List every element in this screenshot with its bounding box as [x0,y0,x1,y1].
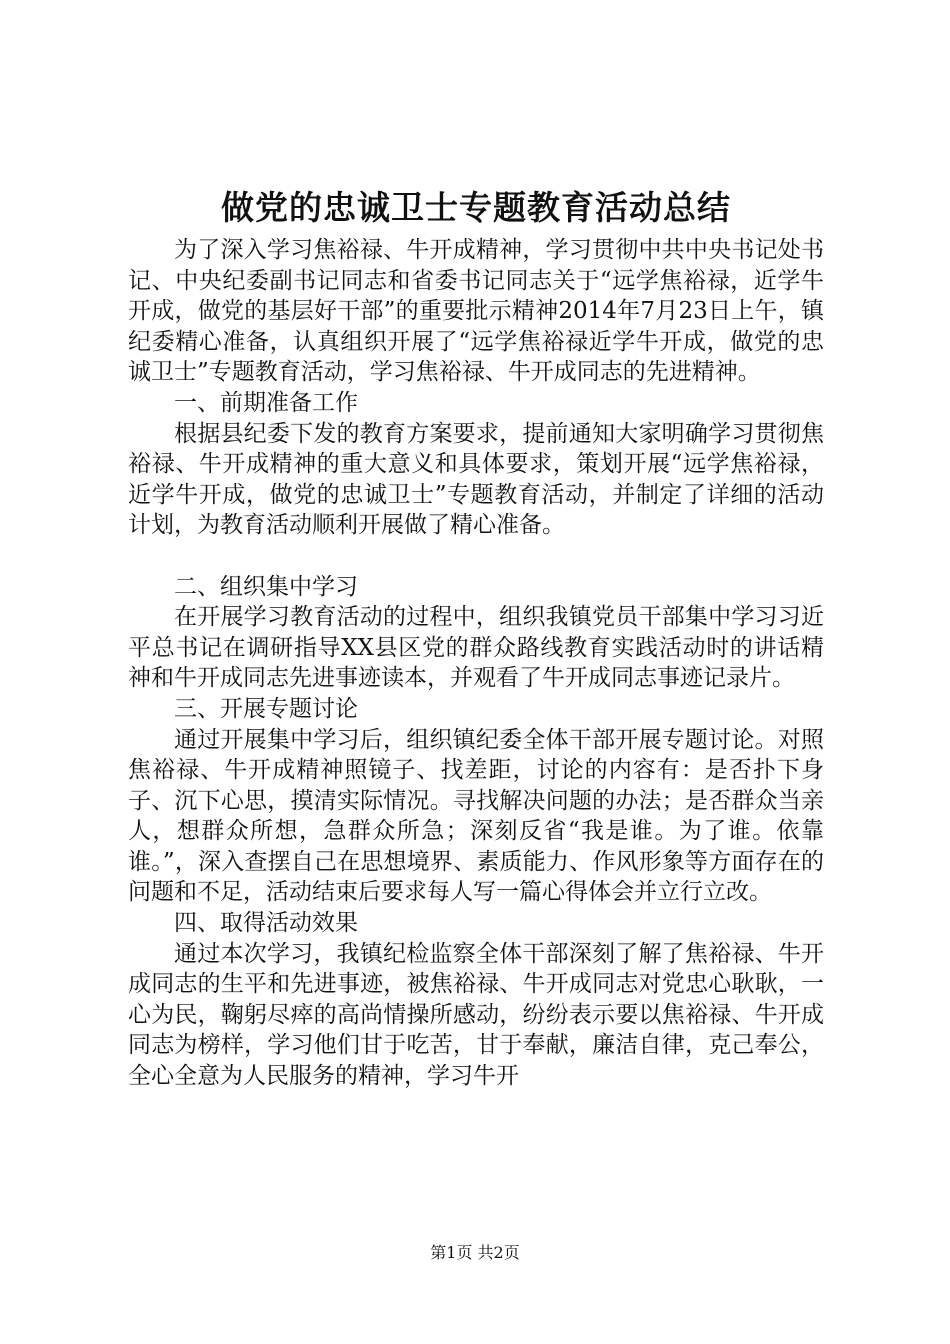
section-paragraph-4: 通过本次学习，我镇纪检监察全体干部深刻了解了焦裕禄、牛开成同志的生平和先进事迹，被焦裕禄、牛开成同志对党忠心耿耿，一心为民，鞠躬尽瘁的高尚情操所感动，纷纷表示要以焦裕禄、牛开成同志为榜样，学习他们甘于吃苦，甘于奉献，廉洁自律，克己奉公，全心全意为人民服务的精神，学习牛开 [128,940,824,1090]
document-body [128,235,824,1092]
section-heading-4: 四、取得活动效果 [174,910,358,937]
intro-paragraph: 为了深入学习焦裕禄、牛开成精神，学习贯彻中共中央书记处书记、中央纪委副书记同志和省委书记同志关于“远学焦裕禄，近学牛开成，做党的基层好干部”的重要批示精神2014年7月23日上午，镇纪委精心准备，认真组织开展了“远学焦裕禄近学牛开成，做党的忠诚卫士”专题教育活动，学习焦裕禄、牛开成同志的先进精神。 [128,237,824,386]
document-title: 做党的忠诚卫士专题教育活动总结 [221,188,731,227]
section-paragraph-3: 通过开展集中学习后，组织镇纪委全体干部开展专题讨论。对照焦裕禄、牛开成精神照镜子、找差距，讨论的内容有：是否扑下身子、沉下心思，摸清实际情况。寻找解决问题的办法；是否群众当亲人，想群众所想，急群众所急；深刻反省“我是谁。为了谁。依靠谁。”，深入查摆自己在思想境界、素质能力、作风形象等方面存在的问题和不足，活动结束后要求每人写一篇心得体会并立行立改。 [128,726,824,906]
section-heading-1: 一、前期准备工作 [174,389,358,416]
section-paragraph-2: 在开展学习教育活动的过程中，组织我镇党员干部集中学习习近平总书记在调研指导XX县区党的群众路线教育实践活动时的讲话精神和牛开成同志先进事迹读本，并观看了牛开成同志事迹记录片。 [128,604,824,692]
section-heading-2: 二、组织集中学习 [174,573,358,600]
section-heading-3: 三、开展专题讨论 [174,695,358,722]
blank-line [128,541,824,572]
page-footer: 第1页 共2页 [430,1243,520,1262]
section-paragraph-1: 根据县纪委下发的教育方案要求，提前通知大家明确学习贯彻焦裕禄、牛开成精神的重大意义和具体要求，策划开展“远学焦裕禄，近学牛开成，做党的忠诚卫士”专题教育活动，并制定了详细的活动计划，为教育活动顺利开展做了精心准备。 [128,420,824,539]
